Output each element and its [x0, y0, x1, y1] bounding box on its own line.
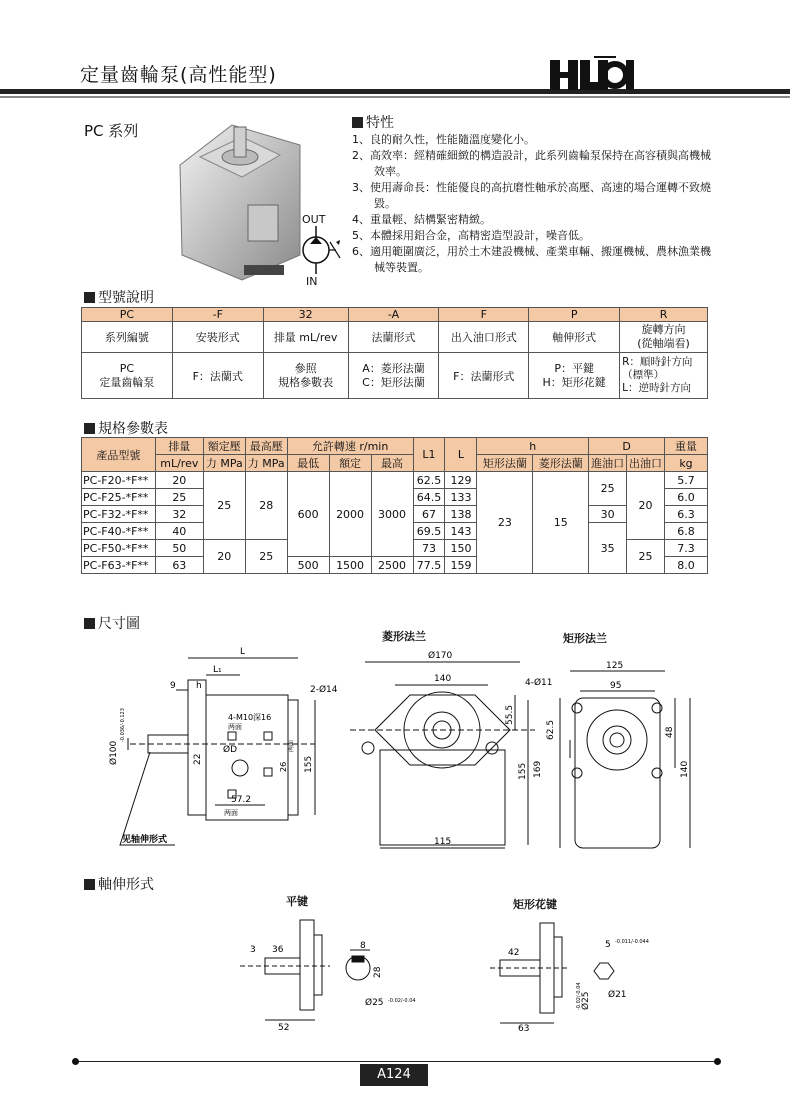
header-rated-unit: 力 MPa — [203, 455, 245, 472]
dim-phi170: Ø170 — [428, 651, 453, 661]
section-square-icon — [84, 423, 95, 434]
dim-125: 125 — [606, 661, 624, 671]
dim-5-tol: -0.011/-0.044 — [615, 939, 649, 945]
dim-155: 155 — [304, 755, 314, 773]
speed-rated-a: 2000 — [329, 472, 371, 557]
dim-140-b: 140 — [680, 760, 690, 778]
speed-max-b: 2500 — [371, 557, 413, 574]
spec-weight: 6.0 — [665, 489, 708, 506]
spec-weight: 8.0 — [665, 557, 708, 574]
spec-l: 129 — [445, 472, 477, 489]
spec-l: 138 — [445, 506, 477, 523]
rect-flange-label: 矩形法兰 — [563, 632, 607, 645]
dim-phi100-tol: -0.036/-0.123 — [120, 708, 126, 742]
flat-key-label: 平键 — [286, 895, 308, 908]
spec-l: 159 — [445, 557, 477, 574]
pump-symbol-icon — [296, 226, 342, 274]
spec-l1: 77.5 — [413, 557, 445, 574]
header-d: D — [589, 438, 665, 455]
spec-l1: 73 — [413, 540, 445, 557]
side-view-drawing — [100, 640, 330, 855]
page-title: 定量齒輪泵(高性能型) — [80, 64, 277, 86]
section-square-icon — [84, 292, 95, 303]
header-l: L — [445, 438, 477, 472]
dim-phi25-tol: -0.02/-0.04 — [388, 998, 416, 1004]
spec-weight: 5.7 — [665, 472, 708, 489]
shaft-note: 见轴伸形式 — [122, 835, 168, 845]
spec-disp: 32 — [155, 506, 203, 523]
dim-4-phi11: 4-Ø11 — [525, 678, 553, 688]
dim-55-5: 55.5 — [505, 704, 515, 725]
spec-model: PC-F25-*F** — [82, 489, 156, 506]
header-max-unit: 力 MPa — [245, 455, 287, 472]
value-cell: F：法蘭形式 — [439, 353, 529, 399]
spec-model: PC-F63-*F** — [82, 557, 156, 574]
header-model: 產品型號 — [82, 438, 156, 472]
dim-L: L — [240, 647, 246, 657]
flat-key-drawing — [240, 910, 416, 1035]
dim-42: 42 — [508, 948, 520, 958]
header-d-in: 進油口 — [589, 455, 627, 472]
spec-l: 133 — [445, 489, 477, 506]
d-out-a: 20 — [627, 472, 665, 540]
header-h-rect: 矩形法蘭 — [477, 455, 533, 472]
feature-item: 1、良的耐久性，性能隨溫度變化小。 — [352, 133, 535, 146]
spec-table — [81, 437, 708, 574]
dim-62-5: 62.5 — [546, 719, 556, 740]
max-pressure-a: 28 — [245, 472, 287, 540]
model-section-title: 型號說明 — [84, 287, 154, 307]
speed-min-a: 600 — [287, 472, 329, 557]
code-cell: 32 — [263, 308, 348, 322]
name-cell: 排量 mL/rev — [263, 322, 348, 353]
header-speed-min: 最低 — [287, 455, 329, 472]
name-cell: 法蘭形式 — [348, 322, 439, 353]
dim-5: 5 — [605, 940, 611, 950]
spec-section-title: 規格參數表 — [84, 418, 168, 438]
dim-28: 28 — [373, 966, 383, 978]
feature-item: 3、使用壽命長：性能優良的高抗磨性軸承於高壓、高速的場合運轉不致燒毀。 — [352, 181, 711, 210]
section-square-icon — [352, 117, 363, 128]
dim-both1: 两面 — [228, 723, 242, 731]
shaft-section-title: 軸伸形式 — [84, 874, 154, 894]
header-weight: 重量 — [665, 438, 708, 455]
dim-63: 63 — [518, 1024, 530, 1034]
spec-model: PC-F20-*F** — [82, 472, 156, 489]
dim-140: 140 — [434, 674, 452, 684]
dim-9: 9 — [170, 681, 176, 691]
spec-disp: 40 — [155, 523, 203, 540]
header-d-out: 出油口 — [627, 455, 665, 472]
in-label: IN — [306, 275, 318, 288]
spec-disp: 20 — [155, 472, 203, 489]
section-square-icon — [84, 618, 95, 629]
code-cell: -A — [348, 308, 439, 322]
header-h-diamond: 菱形法蘭 — [533, 455, 589, 472]
series-label: PC 系列 — [84, 122, 139, 140]
dim-155-b: 155 — [518, 762, 528, 780]
header-disp-unit: mL/rev — [155, 455, 203, 472]
dim-phi21: Ø21 — [608, 990, 627, 1000]
features-title: 特性 — [352, 112, 394, 132]
dim-h: h — [196, 681, 202, 691]
name-cell: 旋轉方向 (從軸端看) — [620, 322, 708, 353]
speed-max-a: 3000 — [371, 472, 413, 557]
diamond-flange-label: 菱形法兰 — [382, 630, 426, 643]
value-cell: P：平鍵 H：矩形花鍵 — [529, 353, 620, 399]
header-rule — [0, 89, 790, 94]
value-cell: PC 定量齒輪泵 — [82, 353, 173, 399]
spec-l1: 69.5 — [413, 523, 445, 540]
dim-95: 95 — [610, 681, 622, 691]
spec-l: 150 — [445, 540, 477, 557]
dim-115: 115 — [434, 837, 452, 847]
dim-8: 8 — [360, 941, 366, 951]
header-weight-unit: kg — [665, 455, 708, 472]
header-l1: L1 — [413, 438, 445, 472]
spec-l1: 64.5 — [413, 489, 445, 506]
dim-22: 22 — [193, 753, 203, 765]
feature-item: 4、重量輕、結構緊密精緻。 — [352, 213, 491, 226]
rect-flange-drawing — [520, 658, 705, 853]
dim-169: 169 — [533, 760, 543, 778]
dim-3: 3 — [250, 945, 256, 955]
h-rect-value: 23 — [477, 472, 533, 574]
spec-model: PC-F32-*F** — [82, 506, 156, 523]
dim-phi25-s-tol: -0.02/-0.04 — [576, 982, 582, 1010]
dim-36: 36 — [272, 945, 284, 955]
header-rated: 額定壓 — [203, 438, 245, 455]
spec-weight: 6.8 — [665, 523, 708, 540]
header-max: 最高壓 — [245, 438, 287, 455]
d-in-c: 35 — [589, 523, 627, 574]
spec-l: 143 — [445, 523, 477, 540]
dim-thread: 4-M10深16 — [228, 713, 272, 722]
header-h: h — [477, 438, 589, 455]
feature-item: 2、高效率：經精確細緻的構造設計，此系列齒輪泵保持在高容積與高機械效率。 — [352, 149, 711, 178]
spec-disp: 50 — [155, 540, 203, 557]
spec-model: PC-F50-*F** — [82, 540, 156, 557]
dim-2-phi14: 2-Ø14 — [310, 685, 338, 695]
dim-both3: 两面 — [224, 809, 238, 817]
diamond-flange-drawing — [310, 640, 535, 855]
dim-phi100: Ø100 — [109, 740, 119, 765]
name-cell: 軸伸形式 — [529, 322, 620, 353]
spec-l1: 62.5 — [413, 472, 445, 489]
model-code-table — [81, 307, 708, 399]
header-speed-rated: 額定 — [329, 455, 371, 472]
spec-weight: 7.3 — [665, 540, 708, 557]
footer-dot-left — [72, 1058, 79, 1065]
value-cell: R：順時針方向 （標準） L：逆時針方向 — [620, 353, 708, 399]
dim-phi25: Ø25 — [365, 998, 384, 1008]
code-cell: -F — [172, 308, 263, 322]
rated-pressure-a: 25 — [203, 472, 245, 540]
dim-L1: L₁ — [213, 665, 222, 675]
code-cell: F — [439, 308, 529, 322]
dim-48: 48 — [665, 726, 675, 738]
header-speed: 允許轉速 r/min — [287, 438, 413, 455]
header-speed-max: 最高 — [371, 455, 413, 472]
dim-26: 26 — [279, 761, 288, 772]
spec-disp: 63 — [155, 557, 203, 574]
brand-logo — [548, 52, 638, 92]
dim-phi25-s: Ø25 — [581, 991, 591, 1010]
spline-drawing — [490, 915, 650, 1035]
pump-photo — [172, 115, 304, 285]
speed-min-b: 500 — [287, 557, 329, 574]
name-cell: 出入油口形式 — [439, 322, 529, 353]
d-in-b: 30 — [589, 506, 627, 523]
dim-52: 52 — [278, 1023, 290, 1033]
footer-rule — [75, 1061, 720, 1062]
value-cell: 參照 規格參數表 — [263, 353, 348, 399]
rated-pressure-b: 20 — [203, 540, 245, 574]
name-cell: 安裝形式 — [172, 322, 263, 353]
header-rule-thin — [0, 96, 790, 98]
d-in-a: 25 — [589, 472, 627, 506]
value-cell: F：法蘭式 — [172, 353, 263, 399]
h-diamond-value: 15 — [533, 472, 589, 574]
header-disp: 排量 — [155, 438, 203, 455]
spec-weight: 6.3 — [665, 506, 708, 523]
max-pressure-b: 25 — [245, 540, 287, 574]
spec-model: PC-F40-*F** — [82, 523, 156, 540]
value-cell: A：菱形法蘭 C：矩形法蘭 — [348, 353, 439, 399]
spline-label: 矩形花键 — [513, 898, 557, 911]
dim-both2: 两面 — [288, 739, 295, 752]
spec-l1: 67 — [413, 506, 445, 523]
page-number: A124 — [360, 1064, 428, 1086]
dim-phiD: ØD — [223, 745, 238, 755]
name-cell: 系列編號 — [82, 322, 173, 353]
out-label: OUT — [302, 213, 326, 226]
code-cell: R — [620, 308, 708, 322]
feature-item: 6、適用範圍廣泛，用於土木建設機械、產業車輛、搬運機械、農林漁業機械等裝置。 — [352, 245, 711, 274]
speed-rated-b: 1500 — [329, 557, 371, 574]
spec-disp: 25 — [155, 489, 203, 506]
section-square-icon — [84, 879, 95, 890]
features-list — [352, 132, 714, 276]
d-out-b: 25 — [627, 540, 665, 574]
dim-57-2: 57.2 — [231, 795, 252, 805]
footer-dot-right — [714, 1058, 721, 1065]
code-cell: P — [529, 308, 620, 322]
feature-item: 5、本體採用鋁合金，高精密造型設計，噪音低。 — [352, 229, 590, 242]
dimension-section-title: 尺寸圖 — [84, 613, 140, 633]
code-cell: PC — [82, 308, 173, 322]
